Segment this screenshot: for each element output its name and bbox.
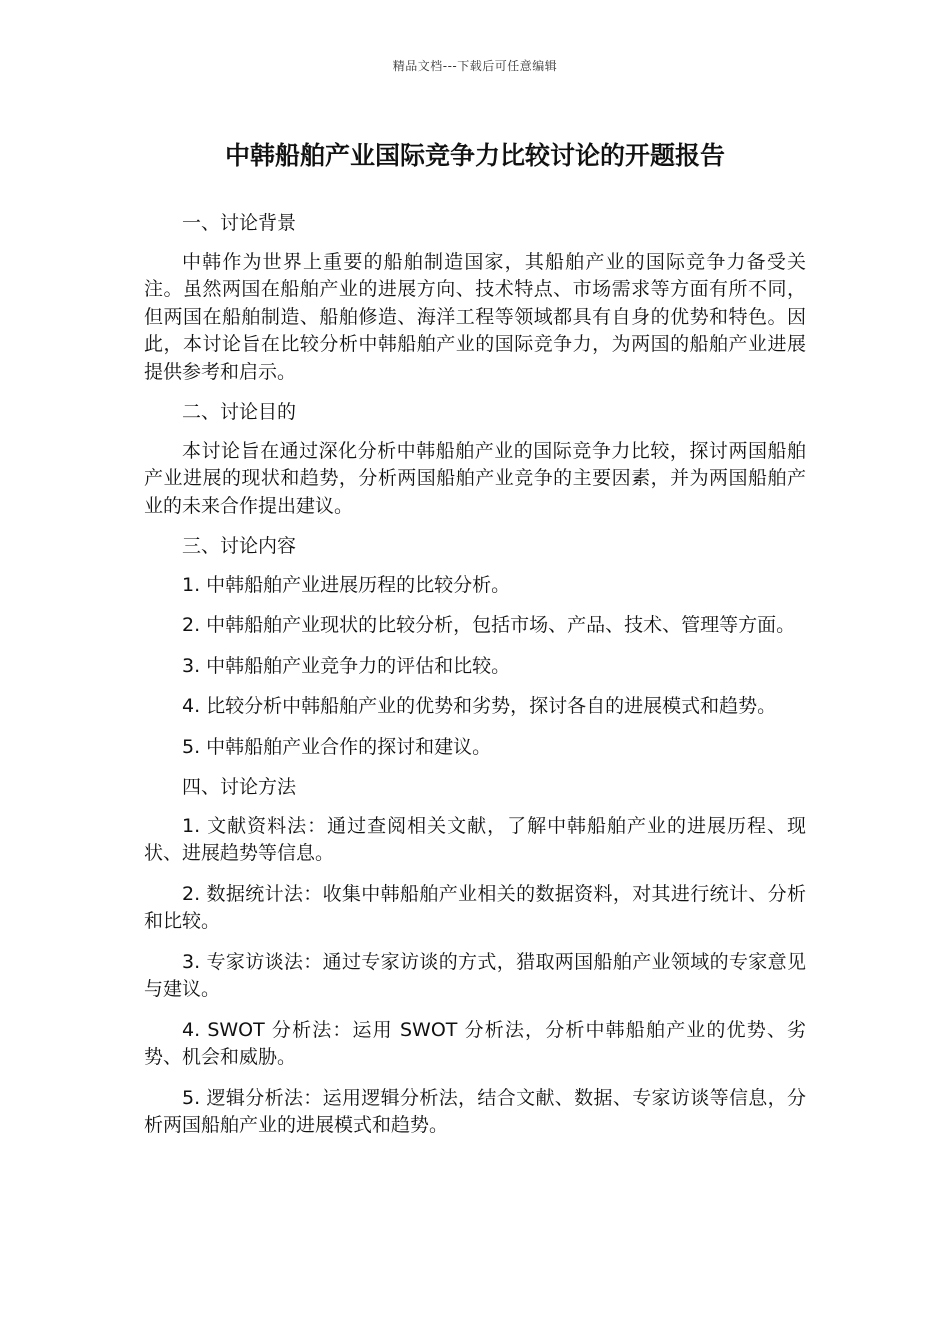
method-item-2: 2. 数据统计法：收集中韩船舶产业相关的数据资料，对其进行统计、分析和比较。 (144, 882, 806, 932)
method-item-5: 5. 逻辑分析法：运用逻辑分析法，结合文献、数据、专家访谈等信息，分析两国船舶产业的进展模式和趋势。 (144, 1086, 806, 1136)
content-item-5: 5. 中韩船舶产业合作的探讨和建议。 (182, 735, 492, 758)
purpose-paragraph: 本讨论旨在通过深化分析中韩船舶产业的国际竞争力比较，探讨两国船舶产业进展的现状和趋势，分析两国船舶产业竞争的主要因素，并为两国船舶产业的未来合作提出建议。 (144, 439, 806, 517)
section-heading-content: 三、讨论内容 (182, 535, 297, 557)
page-header-note: 精品文档---下载后可任意编辑 (392, 59, 558, 73)
method-item-1: 1. 文献资料法：通过查阅相关文献，了解中韩船舶产业的进展历程、现状、进展趋势等信息。 (144, 814, 806, 864)
content-item-1: 1. 中韩船舶产业进展历程的比较分析。 (182, 573, 511, 596)
content-item-3: 3. 中韩船舶产业竞争力的评估和比较。 (182, 654, 511, 677)
method-item-4: 4. SWOT 分析法：运用 SWOT 分析法，分析中韩船舶产业的优势、劣势、机会和威胁。 (144, 1018, 806, 1068)
document-title: 中韩船舶产业国际竞争力比较讨论的开题报告 (224, 141, 725, 170)
section-heading-background: 一、讨论背景 (182, 212, 297, 234)
background-paragraph: 中韩作为世界上重要的船舶制造国家，其船舶产业的国际竞争力备受关注。虽然两国在船舶产业的进展方向、技术特点、市场需求等方面有所不同，但两国在船舶制造、船舶修造、海洋工程等领域都具有自身的优势和特色。因此，本讨论旨在比较分析中韩船舶产业的国际竞争力，为两国的船舶产业进展提供参考和启示。 (144, 250, 806, 383)
section-heading-purpose: 二、讨论目的 (182, 401, 297, 423)
section-heading-methods: 四、讨论方法 (182, 776, 297, 798)
method-item-3: 3. 专家访谈法：通过专家访谈的方式，猎取两国船舶产业领域的专家意见与建议。 (144, 950, 806, 1000)
content-item-4: 4. 比较分析中韩船舶产业的优势和劣势，探讨各自的进展模式和趋势。 (182, 695, 777, 717)
document-body (144, 210, 806, 1153)
content-item-2: 2. 中韩船舶产业现状的比较分析，包括市场、产品、技术、管理等方面。 (182, 614, 796, 636)
